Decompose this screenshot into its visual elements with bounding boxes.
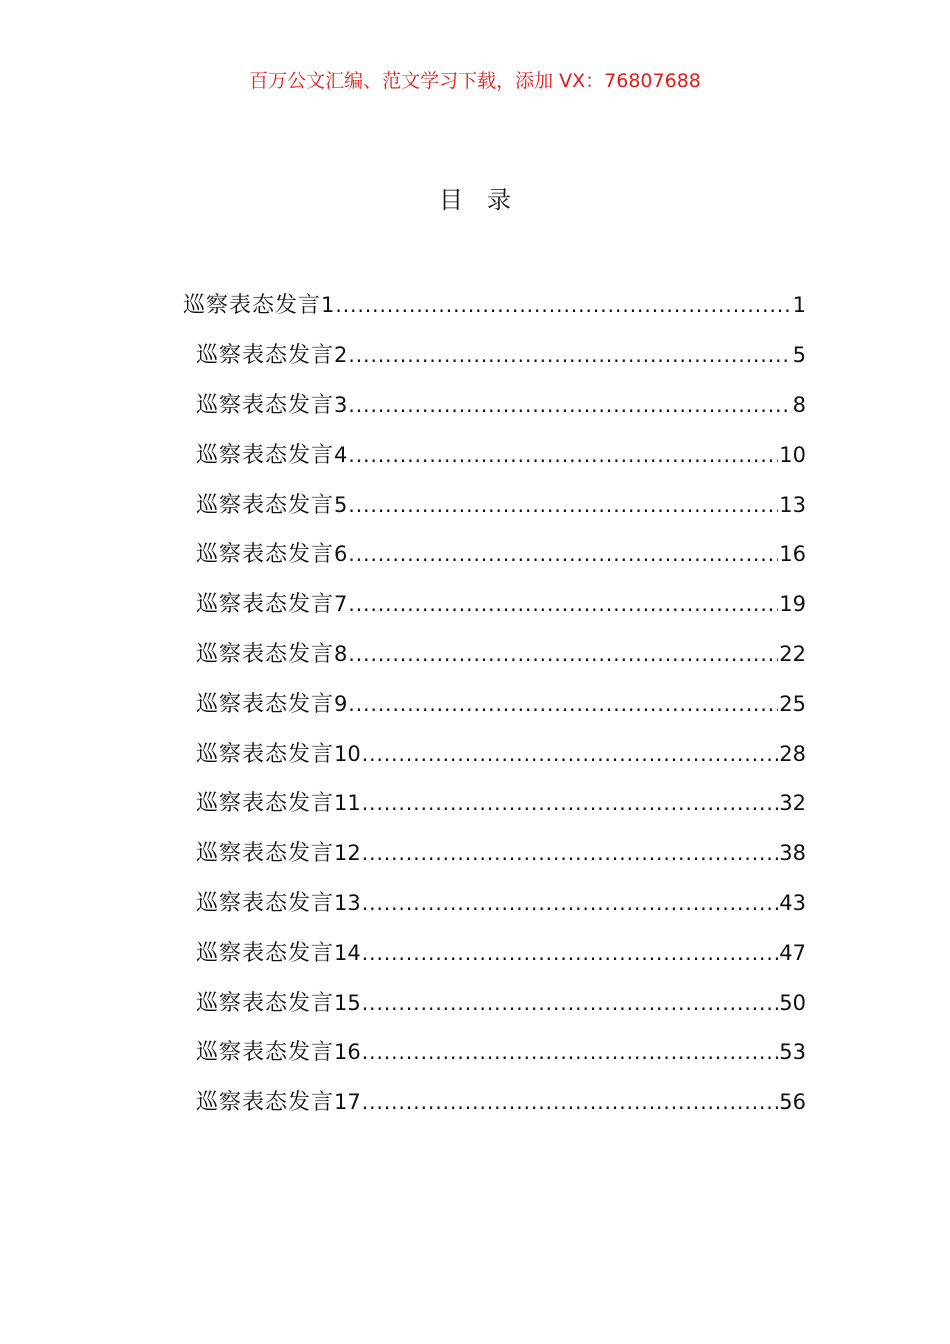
dot-leader <box>348 536 778 572</box>
toc-entry[interactable] <box>0 331 950 381</box>
toc-entry-label: 巡察表态发言 <box>196 890 335 916</box>
dot-leader <box>362 785 779 821</box>
toc-entry-label: 巡察表态发言 <box>196 343 335 369</box>
toc-entry[interactable] <box>0 281 950 331</box>
toc-entry-page: 8 <box>792 392 806 417</box>
toc-entry-page: 10 <box>779 442 806 467</box>
toc-entry-line <box>196 835 806 872</box>
dot-leader <box>362 935 779 971</box>
toc-entry-page: 38 <box>779 841 806 866</box>
toc-entry-number: 15 <box>334 990 361 1015</box>
toc-entry[interactable] <box>0 879 950 929</box>
toc-entry[interactable] <box>0 928 950 978</box>
toc-entry-label: 巡察表态发言 <box>196 990 335 1016</box>
toc-entry-number: 8 <box>334 641 348 666</box>
toc-entry-page: 53 <box>779 1040 806 1065</box>
toc-entry-number: 3 <box>334 392 348 417</box>
dot-leader <box>348 636 778 672</box>
toc-entry-number: 1 <box>321 293 335 318</box>
toc-entry-label: 巡察表态发言 <box>196 940 335 966</box>
toc-entry-line <box>196 536 806 573</box>
toc-entry-number: 7 <box>334 592 348 617</box>
toc-entry-line <box>196 686 806 723</box>
toc-entry-page: 56 <box>779 1090 806 1115</box>
dot-leader <box>362 985 779 1021</box>
toc-entry-page: 25 <box>779 691 806 716</box>
dot-leader <box>362 1034 779 1070</box>
toc-entry-label: 巡察表态发言 <box>196 392 335 418</box>
toc-entry-line <box>196 736 806 773</box>
toc-entry-number: 17 <box>334 1090 361 1115</box>
toc-entry-label: 巡察表态发言 <box>196 442 335 468</box>
toc-entry-page: 16 <box>779 542 806 567</box>
toc-entry[interactable] <box>0 530 950 580</box>
toc-entry-page: 1 <box>792 293 806 318</box>
toc-entry-line <box>196 437 806 474</box>
toc-entry-number: 6 <box>334 542 348 567</box>
toc-entry-line <box>196 337 806 374</box>
toc-entry-line <box>196 586 806 623</box>
toc-entry[interactable] <box>0 630 950 680</box>
toc-entry-page: 19 <box>779 592 806 617</box>
toc-entry-number: 14 <box>334 940 361 965</box>
toc-entry-line <box>196 636 806 673</box>
dot-leader <box>348 487 778 523</box>
dot-leader <box>362 1084 779 1120</box>
toc-entry-line <box>196 1084 806 1121</box>
toc-entry[interactable] <box>0 729 950 779</box>
toc-entry-page: 13 <box>779 492 806 517</box>
toc-entry-label: 巡察表态发言 <box>196 841 335 867</box>
toc-entry-line <box>183 287 806 324</box>
toc-entry-page: 22 <box>779 641 806 666</box>
toc-entry-label: 巡察表态发言 <box>196 1090 335 1116</box>
toc-entry[interactable] <box>0 779 950 829</box>
dot-leader <box>348 686 778 722</box>
toc-entry-line <box>196 487 806 524</box>
table-of-contents <box>0 281 950 1128</box>
toc-entry-label: 巡察表态发言 <box>196 791 335 817</box>
dot-leader <box>348 586 778 622</box>
toc-entry-page: 43 <box>779 890 806 915</box>
toc-entry-label: 巡察表态发言 <box>196 741 335 767</box>
toc-entry-number: 12 <box>334 841 361 866</box>
toc-entry-line <box>196 1034 806 1071</box>
toc-entry-label: 巡察表态发言 <box>196 641 335 667</box>
toc-entry-label: 巡察表态发言 <box>183 293 322 319</box>
dot-leader <box>362 885 779 921</box>
toc-entry-line <box>196 387 806 424</box>
toc-entry-line <box>196 935 806 972</box>
toc-entry[interactable] <box>0 679 950 729</box>
toc-entry-number: 10 <box>334 741 361 766</box>
toc-entry[interactable] <box>0 381 950 431</box>
toc-entry-number: 9 <box>334 691 348 716</box>
toc-entry-label: 巡察表态发言 <box>196 1040 335 1066</box>
header-note: 百万公文汇编、范文学习下载，添加 VX：76807688 <box>249 70 701 92</box>
toc-entry[interactable] <box>0 978 950 1028</box>
toc-entry-line <box>196 785 806 822</box>
dot-leader <box>362 835 779 871</box>
dot-leader <box>362 736 779 772</box>
toc-entry-number: 4 <box>334 442 348 467</box>
dot-leader <box>335 287 791 323</box>
toc-entry-number: 11 <box>334 791 361 816</box>
toc-entry-number: 16 <box>334 1040 361 1065</box>
toc-entry-page: 50 <box>779 990 806 1015</box>
toc-entry[interactable] <box>0 829 950 879</box>
toc-entry-page: 28 <box>779 741 806 766</box>
dot-leader <box>348 437 778 473</box>
toc-entry-page: 32 <box>779 791 806 816</box>
toc-entry-line <box>196 985 806 1022</box>
dot-leader <box>348 337 791 373</box>
toc-entry[interactable] <box>0 430 950 480</box>
dot-leader <box>348 387 791 423</box>
toc-entry-label: 巡察表态发言 <box>196 691 335 717</box>
toc-entry[interactable] <box>0 480 950 530</box>
toc-entry[interactable] <box>0 1028 950 1078</box>
toc-entry[interactable] <box>0 1078 950 1128</box>
toc-entry-number: 2 <box>334 343 348 368</box>
toc-entry-label: 巡察表态发言 <box>196 592 335 618</box>
toc-entry-label: 巡察表态发言 <box>196 492 335 518</box>
toc-entry-number: 5 <box>334 492 348 517</box>
toc-entry-page: 5 <box>792 343 806 368</box>
toc-entry-number: 13 <box>334 890 361 915</box>
toc-entry[interactable] <box>0 580 950 630</box>
toc-entry-line <box>196 885 806 922</box>
toc-entry-label: 巡察表态发言 <box>196 542 335 568</box>
toc-title: 目录 <box>439 186 535 214</box>
toc-entry-page: 47 <box>779 940 806 965</box>
